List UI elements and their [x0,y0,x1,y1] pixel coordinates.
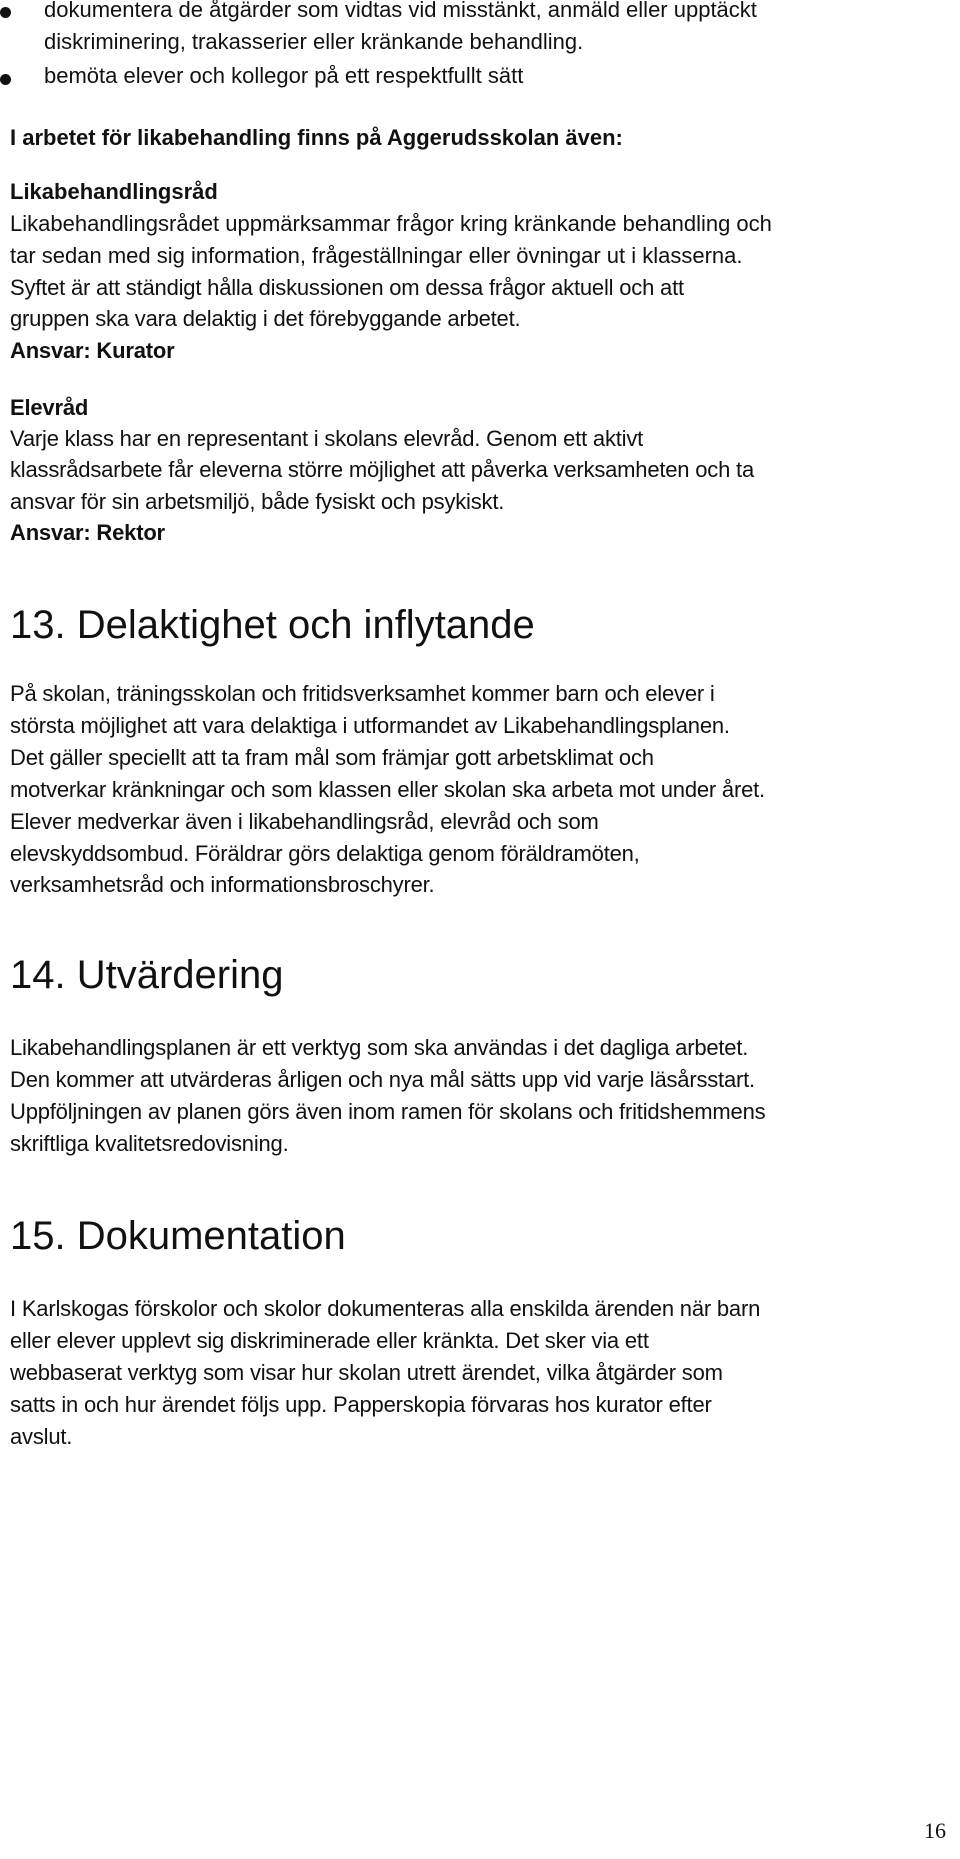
section-15-heading: 15. Dokumentation [10,1214,346,1258]
paragraph-line: Varje klass har en representant i skolans elevråd. Genom ett aktivt [10,426,644,451]
paragraph-line: Den kommer att utvärderas årligen och nya mål sätts upp vid varje läsårsstart. [10,1067,755,1092]
intro-heading: I arbetet för likabehandling finns på Aggerudsskolan även: [10,125,623,150]
paragraph-line: verksamhetsråd och informationsbroschyrer. [10,872,435,897]
elevrad-title: Elevråd [10,395,89,420]
paragraph-line: motverkar kränkningar och som klassen eller skolan ska arbeta mot under året. [10,777,765,802]
paragraph-line: eller elever upplevt sig diskriminerade eller kränkta. Det sker via ett [10,1328,649,1353]
paragraph-line: Likabehandlingsplanen är ett verktyg som ska användas i det dagliga arbetet. [10,1035,749,1060]
paragraph-line: ansvar för sin arbetsmiljö, både fysiskt och psykiskt. [10,489,505,514]
bullet-line: diskriminering, trakasserier eller kränkande behandling. [44,29,584,54]
paragraph-line: största möjlighet att vara delaktiga i utformandet av Likabehandlingsplanen. [10,713,730,738]
paragraph-line: I Karlskogas förskolor och skolor dokumenteras alla enskilda ärenden när barn [10,1296,761,1321]
paragraph-line: satts in och hur ärendet följs upp. Papperskopia förvaras hos kurator efter [10,1392,712,1417]
paragraph-line: Uppföljningen av planen görs även inom ramen för skolans och fritidshemmens [10,1099,766,1124]
paragraph-line: klassrådsarbete får eleverna större möjlighet att påverka verksamheten och ta [10,457,754,482]
likabehandlingsrad-title: Likabehandlingsråd [10,179,218,204]
section-13-heading: 13. Delaktighet och inflytande [10,603,535,647]
paragraph-line: tar sedan med sig information, frågeställningar eller övningar ut i klasserna. [10,243,743,268]
paragraph-line: Elever medverkar även i likabehandlingsråd, elevråd och som [10,809,599,834]
page-number: 16 [924,1818,946,1843]
paragraph-line: gruppen ska vara delaktig i det förebyggande arbetet. [10,306,521,331]
bullet-icon [0,7,11,18]
paragraph-line: elevskyddsombud. Föräldrar görs delaktiga genom föräldramöten, [10,841,640,866]
bullet-line: dokumentera de åtgärder som vidtas vid misstänkt, anmäld eller upptäckt [44,0,757,22]
bullet-icon [0,74,11,85]
paragraph-line: Det gäller speciellt att ta fram mål som främjar gott arbetsklimat och [10,745,654,770]
paragraph-line: avslut. [10,1424,73,1449]
responsible-kurator: Ansvar: Kurator [10,338,175,363]
paragraph-line: skriftliga kvalitetsredovisning. [10,1131,289,1156]
bullet-line: bemöta elever och kollegor på ett respektfullt sätt [44,63,524,88]
section-14-heading: 14. Utvärdering [10,953,284,997]
paragraph-line: Likabehandlingsrådet uppmärksammar frågor kring kränkande behandling och [10,211,772,236]
paragraph-line: På skolan, träningsskolan och fritidsverksamhet kommer barn och elever i [10,681,715,706]
paragraph-line: webbaserat verktyg som visar hur skolan utrett ärendet, vilka åtgärder som [10,1360,723,1385]
paragraph-line: Syftet är att ständigt hålla diskussionen om dessa frågor aktuell och att [10,275,684,300]
responsible-rektor: Ansvar: Rektor [10,520,165,545]
